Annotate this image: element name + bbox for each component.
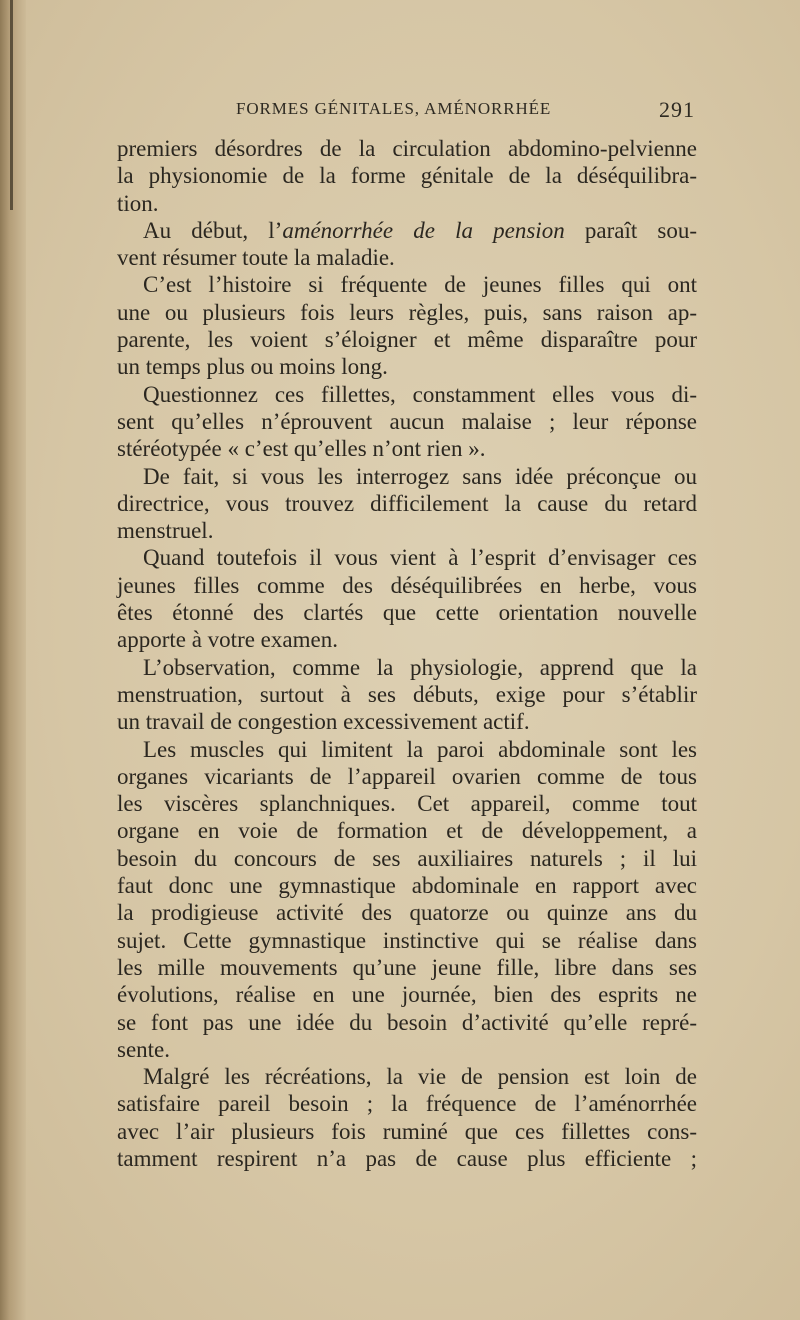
text-line: un travail de congestion excessivement actif.	[117, 709, 530, 735]
text-line: besoin du concours de ses auxiliaires naturels ; il lui	[117, 845, 697, 871]
text-line: sent qu’elles n’éprouvent aucun malaise ; leur réponse	[117, 408, 697, 434]
text-line: stéréotypée « c’est qu’elles n’ont rien ».	[117, 436, 486, 462]
text-line: avec l’air plusieurs fois ruminé que ces fillettes cons-	[117, 1118, 697, 1144]
text-line: Questionnez ces fillettes, constamment elles vous di-	[143, 381, 697, 407]
text-line: satisfaire pareil besoin ; la fréquence de l’aménorrhée	[117, 1091, 697, 1117]
text-line: directrice, vous trouvez difficilement la cause du retard	[117, 490, 697, 516]
text-line: la prodigieuse activité des quatorze ou quinze ans du	[117, 900, 697, 926]
text-line: évolutions, réalise en une journée, bien des esprits ne	[117, 982, 697, 1008]
text-line: sujet. Cette gymnastique instinctive qui se réalise dans	[117, 927, 697, 953]
text-line: tamment respirent n’a pas de cause plus efficiente ;	[117, 1145, 697, 1171]
text-line: menstruel.	[117, 518, 214, 544]
text-line: les mille mouvements qu’une jeune fille, libre dans ses	[117, 954, 697, 980]
text-line: sente.	[117, 1036, 171, 1062]
page-number: 291	[659, 97, 695, 122]
text-line: L’observation, comme la physiologie, apprend que la	[143, 654, 697, 680]
text-line: De fait, si vous les interrogez sans idée préconçue ou	[143, 463, 697, 489]
text-line: faut donc une gymnastique abdominale en rapport avec	[117, 873, 697, 899]
text-line	[117, 217, 697, 244]
text-line: Les muscles qui limitent la paroi abdominale sont les	[143, 736, 697, 762]
text-line: apporte à votre examen.	[117, 627, 338, 653]
text-line: premiers désordres de la circulation abdomino-pelvienne	[117, 136, 697, 161]
gutter-shadow-line	[10, 0, 13, 210]
text-line: Malgré les récréations, la vie de pension est loin de	[143, 1064, 697, 1090]
text-line: organe en voie de formation et de développement, a	[117, 818, 697, 844]
text-line: la physionomie de la forme génitale de la déséquilibra-	[117, 163, 697, 189]
text-line: jeunes filles comme des déséquilibrées en herbe, vous	[117, 572, 697, 598]
body-text	[117, 135, 697, 1172]
text-line: organes vicariants de l’appareil ovarien comme de tous	[117, 763, 697, 789]
text-segment: Au début, l’	[143, 217, 283, 243]
text-line: une ou plusieurs fois leurs règles, puis, sans raison ap-	[117, 299, 697, 325]
text-line: Quand toutefois il vous vient à l’esprit d’envisager ces	[143, 545, 697, 571]
running-head: FORMES GÉNITALES, AMÉNORRHÉE	[236, 99, 552, 118]
text-line: un temps plus ou moins long.	[117, 354, 388, 380]
book-gutter	[0, 0, 26, 1320]
text-line: se font pas une idée du besoin d’activité qu’elle repré-	[117, 1009, 697, 1035]
text-line: menstruation, surtout à ses débuts, exige pour s’établir	[117, 681, 697, 707]
text-line: les viscères splanchniques. Cet appareil, comme tout	[117, 791, 697, 817]
text-line: vent résumer toute la maladie.	[117, 245, 395, 271]
text-segment: paraît sou-	[564, 217, 697, 243]
text-line: êtes étonné des clartés que cette orientation nouvelle	[117, 600, 697, 626]
italic-phrase: aménorrhée de la pension	[282, 217, 565, 243]
text-line: tion.	[117, 190, 159, 216]
text-line: C’est l’histoire si fréquente de jeunes filles qui ont	[143, 272, 697, 298]
text-line: parente, les voient s’éloigner et même disparaître pour	[117, 327, 697, 353]
